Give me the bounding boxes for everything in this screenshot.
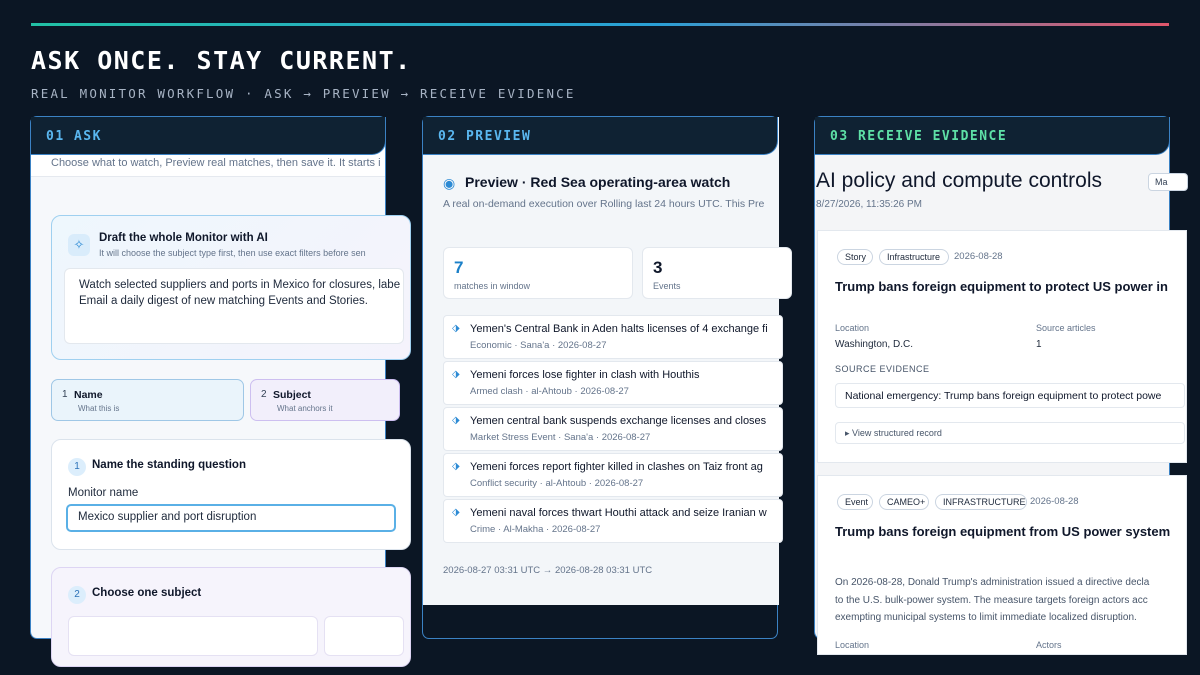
step-label: Name	[74, 389, 103, 401]
monitor-name-label: Monitor name	[68, 487, 139, 499]
source-articles-value: 1	[1036, 339, 1042, 350]
subject-card	[51, 567, 411, 667]
tag-icon: ⬗	[452, 369, 460, 380]
event-meta: Economic · Sana'a · 2026-08-27	[470, 340, 607, 351]
preview-range: 2026-08-27 03:31 UTC → 2026-08-28 03:31 UTC	[443, 565, 653, 576]
event-date: 2026-08-28	[1030, 496, 1079, 507]
section-number: 1	[68, 458, 86, 476]
monitor-name-input[interactable]: Mexico supplier and port disruption	[66, 504, 396, 532]
sparkle-icon: ✧	[68, 234, 90, 256]
eye-icon: ◉	[443, 175, 456, 191]
tag-badge: Event	[837, 494, 873, 510]
headline: ASK ONCE. STAY CURRENT.	[31, 46, 412, 75]
event-summary	[835, 574, 1195, 627]
stat-events	[642, 247, 792, 299]
event-title: Yemeni forces report fighter killed in clashes on Taiz front ag	[470, 461, 763, 473]
evidence-date: 8/27/2026, 11:35:26 PM	[816, 199, 923, 210]
preview-tab: 02 PREVIEW	[423, 117, 778, 155]
ai-prompt-line: Watch selected suppliers and ports in Mexico for closures, labe	[79, 279, 401, 291]
monitor-header-subtitle: Choose what to watch, Preview real matches, then save it. It starts i	[51, 157, 381, 169]
event-row[interactable]	[443, 361, 783, 405]
event-meta: Market Stress Event · Sana'a · 2026-08-27	[470, 432, 651, 443]
tag-badge: INFRASTRUCTURE	[935, 494, 1027, 510]
summary-line: exempting municipal systems to limit immediate localized disruption.	[835, 612, 1137, 623]
tag-icon: ⬗	[452, 323, 460, 334]
subject-option[interactable]	[68, 616, 318, 656]
event-list	[443, 315, 783, 545]
tag-badge: CAMEO+	[879, 494, 929, 510]
event-meta: Conflict security · al-Ahtoub · 2026-08-27	[470, 478, 644, 489]
step-label: Subject	[273, 389, 311, 401]
section-title: Name the standing question	[92, 459, 246, 471]
step-number: 2	[261, 389, 267, 400]
event-row[interactable]	[443, 499, 783, 543]
ask-panel	[30, 116, 401, 639]
subject-option[interactable]	[324, 616, 404, 656]
source-evidence-label: SOURCE EVIDENCE	[835, 364, 930, 374]
location-label: Location	[835, 323, 870, 333]
stat-value: 7	[454, 258, 464, 277]
step-description: What this is	[78, 404, 120, 413]
ai-prompt-line: Email a daily digest of new matching Events and Stories.	[79, 295, 368, 307]
evidence-tab: 03 RECEIVE EVIDENCE	[815, 117, 1170, 155]
step-number: 1	[62, 389, 68, 400]
event-card	[817, 475, 1187, 655]
event-title: Yemeni forces lose fighter in clash with Houthis	[470, 369, 700, 381]
subline: REAL MONITOR WORKFLOW · ASK → PREVIEW → RECEIVE EVIDENCE	[31, 86, 576, 101]
stat-label: Events	[653, 281, 681, 291]
summary-line: On 2026-08-28, Donald Trump's administration issued a directive decla	[835, 577, 1150, 588]
ai-draft-subtitle: It will choose the subject type first, then use exact filters before sen	[99, 248, 366, 258]
tag-icon: ⬗	[452, 461, 460, 472]
event-title: Yemen's Central Bank in Aden halts licenses of 4 exchange fi	[470, 323, 768, 335]
actors-label: Actors	[1036, 640, 1062, 650]
ask-tab: 01 ASK	[31, 117, 386, 155]
story-title: Trump bans foreign equipment to protect US power in	[835, 279, 1168, 294]
preview-title: Preview · Red Sea operating-area watch	[465, 174, 731, 190]
stat-value: 3	[653, 258, 663, 277]
ai-draft-title: Draft the whole Monitor with AI	[99, 232, 268, 244]
event-title: Yemeni naval forces thwart Houthi attack and seize Iranian w	[470, 507, 767, 519]
section-title: Choose one subject	[92, 587, 202, 599]
evidence-badge[interactable]: Ma	[1148, 173, 1188, 191]
step-description: What anchors it	[277, 404, 333, 413]
preview-subtitle: A real on-demand execution over Rolling last 24 hours UTC. This Pre	[443, 198, 765, 210]
event-meta: Crime · Al-Makha · 2026-08-27	[470, 524, 601, 535]
location-value: Washington, D.C.	[835, 339, 913, 350]
event-row[interactable]	[443, 315, 783, 359]
source-evidence-item[interactable]: National emergency: Trump bans foreign equipment to protect powe	[835, 383, 1185, 408]
stat-label: matches in window	[454, 281, 531, 291]
location-label: Location	[835, 640, 870, 650]
summary-line: to the U.S. bulk-power system. The measure targets foreign actors acc	[835, 594, 1148, 606]
preview-sheet	[423, 117, 779, 605]
event-title: Trump bans foreign equipment from US power system	[835, 524, 1171, 539]
evidence-panel	[814, 116, 1171, 650]
section-number: 2	[68, 586, 86, 604]
ai-draft-card[interactable]	[51, 215, 411, 360]
stat-matches	[443, 247, 633, 299]
source-articles-label: Source articles	[1036, 323, 1096, 333]
tag-badge: Story	[837, 249, 873, 265]
tag-badge: Infrastructure	[879, 249, 949, 265]
ai-prompt-textarea[interactable]	[64, 268, 404, 344]
accent-gradient-line	[31, 23, 1169, 26]
step-subject[interactable]	[250, 379, 400, 421]
preview-panel	[422, 116, 778, 639]
story-card	[817, 230, 1187, 463]
story-date: 2026-08-28	[954, 251, 1003, 262]
event-meta: Armed clash · al-Ahtoub · 2026-08-27	[470, 386, 629, 397]
tag-icon: ⬗	[452, 415, 460, 426]
evidence-title: AI policy and compute controls	[816, 169, 1102, 192]
event-row[interactable]	[443, 407, 783, 451]
event-title: Yemen central bank suspends exchange licenses and closes	[470, 415, 767, 427]
tag-icon: ⬗	[452, 507, 460, 518]
step-name[interactable]	[51, 379, 244, 421]
event-row[interactable]	[443, 453, 783, 497]
view-structured-record-button[interactable]: ▸ View structured record	[835, 422, 1185, 444]
name-question-card	[51, 439, 411, 550]
